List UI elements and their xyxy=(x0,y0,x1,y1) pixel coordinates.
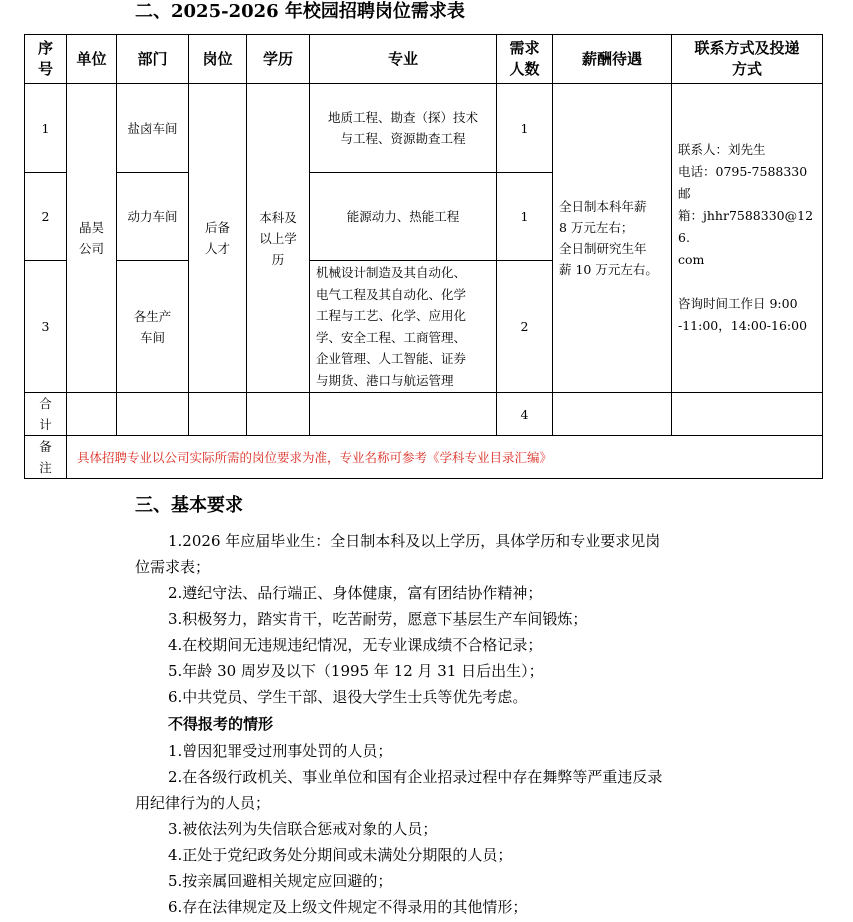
total-label: 合 计 xyxy=(25,393,67,436)
contact-phone: 电话：0795-7588330 xyxy=(678,164,808,179)
dept-cell: 动力车间 xyxy=(117,173,189,261)
count-cell: 2 xyxy=(497,261,553,393)
contact-email: 箱：jhhr7588330@126. xyxy=(678,208,814,245)
recruitment-table xyxy=(24,34,823,479)
note-label: 备 注 xyxy=(25,436,67,479)
contact-cell: 联系人：刘先生 电话：0795-7588330 邮 箱：jhhr7588330@126. com 咨询时间工作日 9:00 -11:00，14:00-16:00 xyxy=(672,84,823,393)
header-seq: 序 号 xyxy=(25,35,67,84)
education-cell: 本科及 以上学 历 xyxy=(247,84,310,393)
count-cell: 1 xyxy=(497,173,553,261)
requirement-item: 2.遵纪守法、品行端正、身体健康，富有团结协作精神； xyxy=(168,584,543,602)
requirement-item: 位需求表； xyxy=(135,558,211,576)
header-contact: 联系方式及投递 方式 xyxy=(672,35,823,84)
header-salary: 薪酬待遇 xyxy=(553,35,672,84)
note-text: 具体招聘专业以公司实际所需的岗位要求为准，专业名称可参考《学科专业目录汇编》 xyxy=(67,436,823,479)
requirement-item: 6.中共党员、学生干部、退役大学生士兵等优先考虑。 xyxy=(168,688,528,706)
exclusion-item: 6.存在法律规定及上级文件规定不得录用的其他情形； xyxy=(168,898,528,916)
header-unit: 单位 xyxy=(67,35,117,84)
total-row xyxy=(25,393,823,436)
exclusion-item: 3.被依法列为失信联合惩戒对象的人员； xyxy=(168,820,438,838)
row-seq: 1 xyxy=(25,84,67,173)
salary-cell: 全日制本科年薪 8 万元左右； 全日制研究生年 薪 10 万元左右。 xyxy=(553,84,672,393)
exclusion-item: 用纪律行为的人员； xyxy=(135,794,271,812)
header-major: 专业 xyxy=(310,35,497,84)
unit-cell: 晶昊 公司 xyxy=(67,84,117,393)
note-row xyxy=(25,436,823,479)
major-cell: 地质工程、勘查（探）技术 与工程、资源勘查工程 xyxy=(310,84,497,173)
requirement-item: 4.在校期间无违规违纪情况，无专业课成绩不合格记录； xyxy=(168,636,543,654)
section-3-title: 三、基本要求 xyxy=(135,495,243,516)
header-position: 岗位 xyxy=(189,35,247,84)
position-cell: 后备 人才 xyxy=(189,84,247,393)
row-seq: 2 xyxy=(25,173,67,261)
exclusion-item: 1.曾因犯罪受过刑事处罚的人员； xyxy=(168,742,393,760)
exclusion-item: 2.在各级行政机关、事业单位和国有企业招录过程中存在舞弊等严重违反录 xyxy=(168,768,663,786)
dept-cell: 各生产 车间 xyxy=(117,261,189,393)
requirement-item: 5.年龄 30 周岁及以下（1995 年 12 月 31 日后出生）； xyxy=(168,662,544,680)
contact-person: 联系人：刘先生 xyxy=(678,142,766,157)
table-row xyxy=(25,84,823,173)
total-count: 4 xyxy=(497,393,553,436)
exclusion-item: 5.按亲属回避相关规定应回避的； xyxy=(168,872,393,890)
major-cell: 机械设计制造及其自动化、 电气工程及其自动化、化学 工程与工艺、化学、应用化 学、安全工程、工商管理、 企业管理、人工智能、证券 与期货、港口与航运管理 xyxy=(310,261,497,393)
requirement-item: 3.积极努力，踏实肯干，吃苦耐劳，愿意下基层生产车间锻炼； xyxy=(168,610,588,628)
header-dept: 部门 xyxy=(117,35,189,84)
header-education: 学历 xyxy=(247,35,310,84)
major-cell: 能源动力、热能工程 xyxy=(310,173,497,261)
header-count: 需求 人数 xyxy=(497,35,553,84)
exclusions-title: 不得报考的情形 xyxy=(168,715,274,733)
exclusion-item: 4.正处于党纪政务处分期间或未满处分期限的人员； xyxy=(168,846,513,864)
count-cell: 1 xyxy=(497,84,553,173)
requirement-item: 1.2026 年应届毕业生：全日制本科及以上学历，具体学历和专业要求见岗 xyxy=(168,532,661,550)
section-2-title: 二、2025-2026 年校园招聘岗位需求表 xyxy=(135,1,465,22)
header-row xyxy=(25,35,823,84)
dept-cell: 盐卤车间 xyxy=(117,84,189,173)
contact-hours: 咨询时间工作日 9:00 xyxy=(678,296,798,311)
row-seq: 3 xyxy=(25,261,67,393)
